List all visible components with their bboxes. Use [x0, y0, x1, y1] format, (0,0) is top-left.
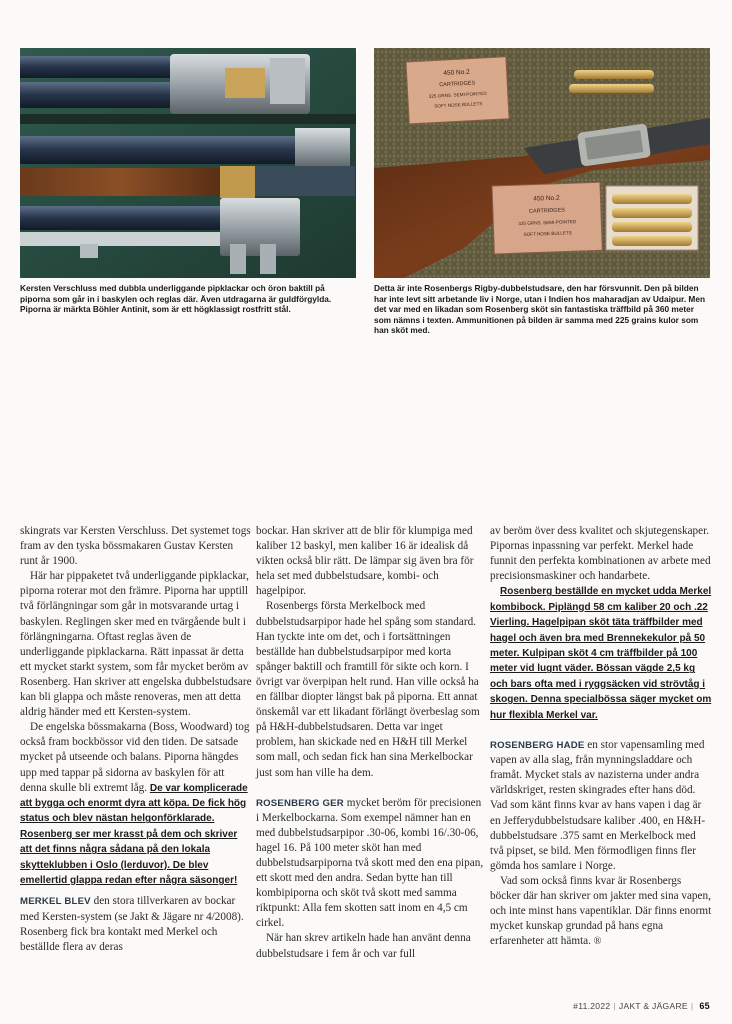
box-top-line-2: CARTRIDGES [439, 80, 476, 89]
box-bottom-line-2: CARTRIDGES [528, 207, 565, 215]
issue-number: #11.2022 [573, 1001, 611, 1011]
footer-separator: | [690, 1001, 694, 1011]
article-column-3 [490, 524, 712, 949]
rigby-rifle-illustration [374, 48, 710, 278]
paragraph: Här har pippaketet två underliggande pipklackar, piporna roterar mot den främre. Piporna har upptill två förlängningar som går in motsvarande urtag i baskylen. Reglingen sker med en tvärgående bult i förlängningarna. Oftast reglas även de underliggande pipklackarna. Rätt inpassat är detta ett mycket starkt system, som får mycket beröm av Rosenberg. Han skriver att engelska dubbelstudsare kan bli glappa och måste renoveras, men att detta aldrig händer med ett Kersten-system. [20, 570, 252, 719]
paragraph-text: De engelska bössmakarna (Boss, Woodward) tog också fram bockbössor vid den tiden. De satsade mycket på utseende och balans. Piporna hängdes upp med tappar på sidorna av baskylen för att denna skulle bli extremt låg. [20, 721, 250, 794]
magazine-name: JAKT & JÄGARE [618, 1001, 688, 1011]
paragraph-text: en stor vapensamling med vapen av alla slag, från mynningsladdare och framåt. Mycket stals av nazisterna under andra världskriget, resten skingrades efter hans död. Vad som känt finns kvar av hans vapen i dag är en Jefferydubbelstudsare kaliber .400, en H&H-dubbelstudsare .375 samt en Merkelbock med två pipset, se bild. Men förmodligen finns fler gömda hos samlare i Norge. [490, 739, 706, 872]
section-lead: ROSENBERG GER [256, 797, 344, 809]
paragraph: skingrats var Kersten Verschluss. Det systemet togs fram av den tyska bössmakaren Gustav Kersten runt år 1900. [20, 525, 251, 568]
paragraph [20, 720, 252, 888]
paragraph [256, 796, 484, 932]
footer-separator: | [613, 1001, 616, 1011]
highlighted-text: Rosenberg beställde en mycket udda Merkel kombibock. Piplängd 58 cm kaliber 20 och .22 Vierling. Hagelpipan sköt täta träffbilder med hagel och även bra med Brennekekulor på 50 meter. Kulpipan sköt 4 cm träffbilder på 100 meter vid lugnt väder. Bössan vägde 2,5 kg och bars ofta med i ryggsäcken vid strövtåg i skogen. Denna specialbössa säger mycket om hur flexibla Merkel var. [490, 586, 712, 721]
caption-right: Detta är inte Rosenbergs Rigby-dubbelstudsare, den har försvunnit. Den på bilden har inte levt sitt arbetande liv i Norge, utan i Indien hos maharadjan av Udaipur. Men det var med en likadan som Rosenberg sköt sin fantastiska träffbild på 360 meter som nämns i texten. Ammunitionen på bilden är samma med 225 grains kulor som han sköt med. [374, 283, 706, 336]
section-lead: MERKEL BLEV [20, 896, 91, 908]
page-number: 65 [699, 1001, 710, 1011]
highlighted-text: De var komplicerade att bygga och enormt dyra att köpa. De fick hög status och blev nästan helgonförklarade. Rosenberg ser mer krasst på dem och skriver att det finns några sådana på den lokala skytteklubben i Oslo (lerduvor). De blev emellertid glappa redan efter några säsonger! [20, 782, 248, 887]
paragraph [490, 584, 712, 723]
photo-kersten-action [20, 48, 356, 278]
page-footer [573, 1001, 710, 1011]
box-top-line-1: 450 No.2 [443, 68, 470, 78]
paragraph [490, 874, 712, 949]
article-column-1 [20, 524, 252, 955]
caption-left: Kersten Verschluss med dubbla underliggande pipklackar och öron baktill på piporna som går in i baskylen och reglas där. Även utdragarna är guldförgylda. Piporna är märkta Böhler Antinit, som är ett högklassigt rostfritt stål. [20, 283, 332, 315]
paragraph: När han skrev artikeln hade han använt denna dubbelstudsare i fem år och var full [256, 932, 471, 960]
paragraph: Rosenbergs första Merkelbock med dubbelstudsarpipor hade hel spång som standard. Han tyckte inte om det, och i fortsättningen beställde han dubbelstudsarpipor med korta spånger baktill och framtill för sikte och korn. I övrigt var överpipan helt rund. Han ville också ha en fällbar diopter längst bak på piporna. Ett annat önskemål var ett likadant förlängt överbeslag som på H&H-dubbelstudsaren. Detta var inget problem, han skickade ned en H&H till Merkel som mall, och sedan fick han sina Merkelbockar just som han ville ha dem. [256, 600, 480, 779]
paragraph [20, 894, 252, 954]
box-bottom-line-4: SOFT NOSE BULLETS [523, 230, 572, 237]
paragraph-text: mycket beröm för precisionen i Merkelbockarna. Som exempel nämner han en med dubbelstudsarpipor .30-06, kombi 16/.30-06, hagel 16. På 100 meter sköt han med dubbelstudsarpiporna två skott med den ena pipan, ett skott med den andra. Sedan bytte han till kombipiporna och sköt två skott med samma riktpunkt: Alla fem skotten satt inom en 4,5 cm cirkel. [256, 796, 484, 930]
article-column-2 [256, 524, 484, 962]
kersten-action-illustration [20, 48, 356, 278]
paragraph [490, 738, 712, 874]
paragraph-text: den stora tillverkaren av bockar med Kersten-system (se Jakt & Jägare nr 4/2008). Rosenberg fick bra kontakt med Merkel och beställde flera av deras [20, 895, 244, 953]
box-top-line-4: SOFT NOSE BULLETS [434, 101, 483, 109]
photo-rigby-double-rifle [374, 48, 710, 278]
box-bottom-line-1: 450 No.2 [533, 194, 560, 203]
paragraph: bockar. Han skriver att de blir för klumpiga med kaliber 12 baskyl, men kaliber 16 är idealisk då vikten också blir rätt. De lämpar sig även bra för hela set med dubbelstudsare, kombi- och hagelpipor. [256, 525, 474, 598]
paragraph: av beröm över dess kvalitet och skjutegenskaper. Pipornas inpassning var perfekt. Merkel hade funnit den perfekta kombinationen av arbete med precisionsmaskiner och handarbete. [490, 525, 711, 583]
section-lead: ROSENBERG HADE [490, 740, 585, 752]
box-top-line-3: 325 GRNS. SEMI-POINTED [428, 90, 487, 99]
box-bottom-line-3: 325 GRNS. SEMI-POINTED [518, 219, 577, 227]
paragraph-text: Vad som också finns kvar är Rosenbergs böcker där han skriver om jakter med sina vapen, och inte minst hans vapentiklar. Där finns enormt mycket kunskap grundad på hans egna erfarenheter att hämta. [490, 874, 712, 948]
end-mark: ® [593, 936, 602, 948]
